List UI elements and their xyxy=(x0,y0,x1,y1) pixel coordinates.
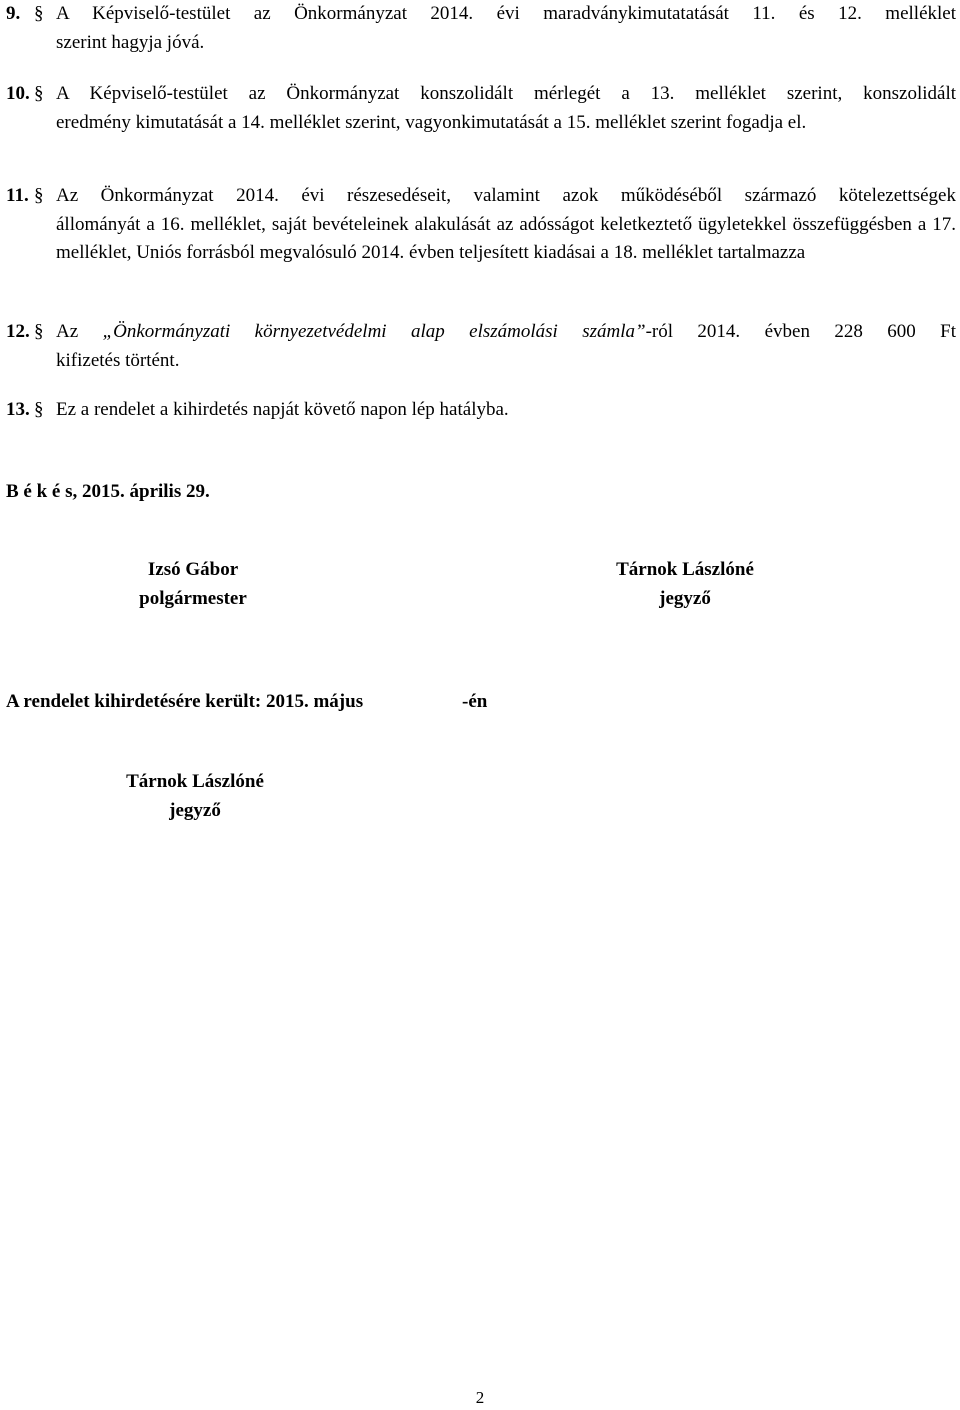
paragraph-text: Ez a rendelet a kihirdetés napját követő napon lép hatályba. xyxy=(56,399,509,420)
item-number: 13. xyxy=(6,399,30,420)
paragraph-text: kifizetés történt. xyxy=(56,349,180,371)
paragraph-10 xyxy=(6,80,956,137)
section-sign: § xyxy=(34,399,44,420)
item-number: 10. xyxy=(6,83,30,104)
section-sign: § xyxy=(34,321,44,342)
signature-right xyxy=(575,556,795,613)
fund-name-italic: „Önkormányzati környezetvédelmi alap elszámolási számla” xyxy=(102,321,646,342)
promulgation-suffix: -én xyxy=(462,691,488,712)
section-sign: § xyxy=(34,83,44,104)
paragraph-13 xyxy=(6,396,956,425)
section-sign: § xyxy=(34,185,44,206)
signer-title: jegyző xyxy=(659,587,711,609)
signature-bottom xyxy=(95,768,295,825)
signer-title: jegyző xyxy=(169,799,221,821)
place-date: B é k é s, 2015. április 29. xyxy=(6,481,210,502)
paragraph-text: szerint hagyja jóvá. xyxy=(56,31,205,53)
paragraph-9 xyxy=(6,0,956,57)
item-number: 11. xyxy=(6,185,29,206)
paragraph-text: eredmény kimutatását a 14. melléklet szerint, vagyonkimutatását a 15. melléklet szerint fogadja el. xyxy=(56,111,807,133)
paragraph-text: Az Önkormányzat 2014. évi részesedéseit, valamint azok működéséből származó kötelezettségek xyxy=(56,185,956,206)
paragraph-11 xyxy=(6,182,956,268)
page-number: 2 xyxy=(475,1388,485,1407)
paragraph-text: Az xyxy=(56,321,103,342)
paragraph-text: -ról 2014. évben 228 600 Ft xyxy=(645,321,957,342)
signer-name: Izsó Gábor xyxy=(147,559,239,580)
section-sign: § xyxy=(34,3,44,24)
item-number: 9. xyxy=(6,3,21,24)
signer-name: Tárnok Lászlóné xyxy=(616,559,754,580)
paragraph-12 xyxy=(6,318,956,375)
paragraph-text: állományát a 16. melléklet, saját bevételeinek alakulását az adósságot keletkeztető ügyletekkel összefüggésben a 17. melléklet, Uniós forrásból megvalósuló 2014. évben teljesített kiadásai a 18. melléklet tartalmazza xyxy=(56,213,956,263)
signer-title: polgármester xyxy=(139,587,247,609)
signature-left xyxy=(93,556,293,613)
paragraph-text: A Képviselő-testület az Önkormányzat 2014. évi maradványkimutatatását 11. és 12. melléklet xyxy=(56,3,956,24)
paragraph-text: A Képviselő-testület az Önkormányzat konszolidált mérlegét a 13. melléklet szerint, konszolidált xyxy=(56,83,956,104)
promulgation-text: A rendelet kihirdetésére került: 2015. május xyxy=(6,691,364,712)
item-number: 12. xyxy=(6,321,30,342)
signer-name: Tárnok Lászlóné xyxy=(126,771,264,792)
